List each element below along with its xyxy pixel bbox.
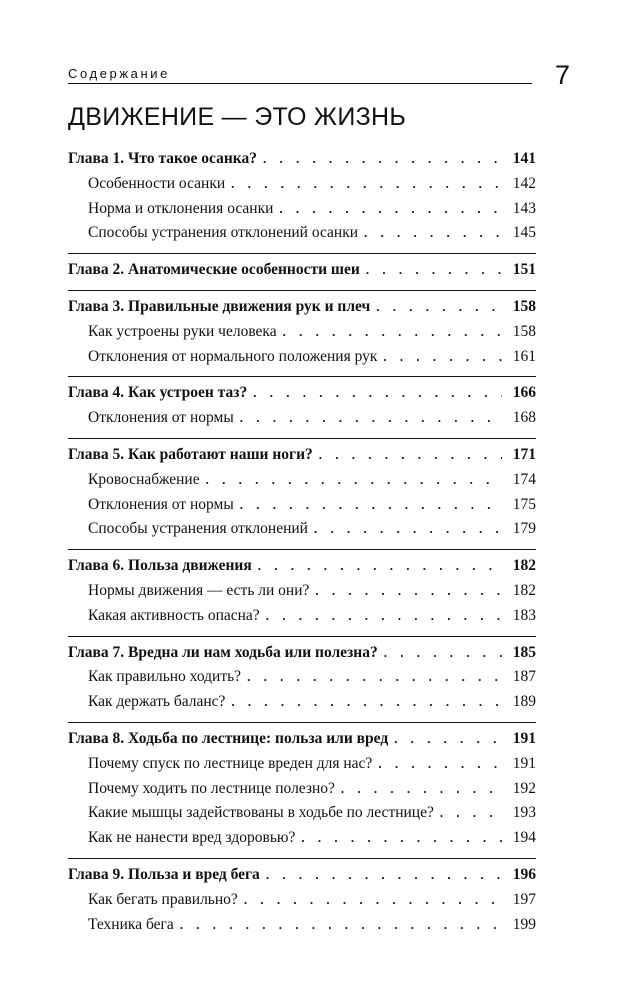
dot-leader	[244, 888, 502, 913]
section-entry[interactable]	[68, 320, 536, 345]
dot-leader	[314, 517, 502, 542]
chapter-entry[interactable]	[68, 863, 536, 888]
dot-leader	[283, 320, 502, 345]
chapter-entry-page: 171	[512, 445, 536, 463]
dot-leader	[364, 221, 502, 246]
dot-leader	[263, 147, 502, 172]
section-entry-page: 183	[512, 606, 536, 624]
dot-leader	[341, 777, 502, 802]
section-entry-title: Особенности осанки	[88, 174, 226, 192]
dot-leader	[266, 863, 502, 888]
section-entry-page: 197	[512, 890, 536, 908]
chapter-entry[interactable]	[68, 443, 536, 468]
section-entry[interactable]	[68, 777, 536, 802]
dot-leader	[247, 665, 502, 690]
section-entry[interactable]	[68, 604, 536, 629]
dot-leader	[231, 172, 502, 197]
section-entry-page: 168	[512, 409, 536, 427]
chapter-entry[interactable]	[68, 727, 536, 752]
part-title: ДВИЖЕНИЕ — ЭТО ЖИЗНЬ	[68, 103, 407, 131]
dot-leader	[394, 727, 502, 752]
section-entry-page: 142	[512, 174, 536, 192]
section-entry-title: Как устроены руки человека	[88, 322, 277, 340]
chapter-entry-title: Глава 3. Правильные движения рук и плеч	[68, 297, 371, 315]
section-entry[interactable]	[68, 345, 536, 370]
dot-leader	[231, 690, 502, 715]
chapter-entry-page: 182	[512, 557, 536, 575]
section-entry-page: 174	[512, 470, 536, 488]
section-entry[interactable]	[68, 579, 536, 604]
dot-leader	[378, 752, 502, 777]
section-entry[interactable]	[68, 517, 536, 542]
section-entry[interactable]	[68, 665, 536, 690]
section-entry[interactable]	[68, 801, 536, 826]
section-entry-title: Как держать баланс?	[88, 693, 226, 711]
section-entry-page: 175	[512, 495, 536, 513]
section-entry-title: Как правильно ходить?	[88, 668, 242, 686]
chapter-entry-title: Глава 5. Как работают наши ноги?	[68, 445, 313, 463]
section-entry-title: Какие мышцы задействованы в ходьбе по лестнице?	[88, 804, 434, 822]
section-entry-page: 145	[512, 224, 536, 242]
section-entry-title: Способы устранения отклонений	[88, 520, 308, 538]
section-entry-title: Как не нанести вред здоровью?	[88, 829, 296, 847]
dot-leader	[266, 604, 502, 629]
chapter-entry-title: Глава 6. Польза движения	[68, 557, 252, 575]
dot-leader	[319, 443, 502, 468]
dot-leader	[366, 258, 502, 283]
section-entry[interactable]	[68, 493, 536, 518]
section-entry-page: 158	[512, 322, 536, 340]
chapter-entry-title: Глава 9. Польза и вред бега	[68, 865, 260, 883]
section-entry-title: Техника бега	[88, 915, 174, 933]
dot-leader	[240, 493, 502, 518]
chapter-entry-page: 196	[512, 865, 536, 883]
chapter-block	[68, 290, 536, 369]
chapter-block	[68, 253, 536, 283]
section-entry-page: 191	[512, 754, 536, 772]
chapter-entry-page: 158	[512, 297, 536, 315]
chapter-entry-page: 185	[512, 643, 536, 661]
chapter-block	[68, 438, 536, 542]
section-entry[interactable]	[68, 690, 536, 715]
section-entry-title: Отклонения от нормы	[88, 495, 234, 513]
dot-leader	[253, 381, 502, 406]
dot-leader	[376, 295, 502, 320]
section-entry-page: 199	[512, 915, 536, 933]
dot-leader	[301, 826, 502, 851]
chapter-block	[68, 636, 536, 715]
section-entry-page: 143	[512, 199, 536, 217]
chapter-entry-title: Глава 8. Ходьба по лестнице: польза или вред	[68, 729, 389, 747]
section-entry-title: Почему ходить по лестнице полезно?	[88, 779, 335, 797]
dot-leader	[240, 406, 502, 431]
dot-leader	[384, 641, 502, 666]
chapter-entry-page: 151	[512, 261, 536, 279]
chapter-entry-title: Глава 7. Вредна ли нам ходьба или полезна?	[68, 643, 378, 661]
chapter-entry[interactable]	[68, 258, 536, 283]
section-entry-page: 182	[512, 581, 536, 599]
section-entry[interactable]	[68, 172, 536, 197]
dot-leader	[383, 345, 502, 370]
section-entry-title: Способы устранения отклонений осанки	[88, 224, 359, 242]
chapter-entry-title: Глава 4. Как устроен таз?	[68, 384, 248, 402]
chapter-block	[68, 376, 536, 431]
chapter-entry-page: 166	[512, 384, 536, 402]
chapter-entry-title: Глава 2. Анатомические особенности шеи	[68, 261, 360, 279]
chapter-entry-title: Глава 1. Что такое осанка?	[68, 150, 257, 167]
chapter-entry[interactable]	[68, 147, 536, 172]
section-entry-title: Какая активность опасна?	[88, 606, 260, 624]
chapter-block	[68, 858, 536, 937]
page-number: 7	[555, 60, 571, 90]
section-entry[interactable]	[68, 888, 536, 913]
running-head-label: Содержание	[68, 66, 170, 81]
section-entry-page: 161	[512, 347, 536, 365]
section-entry-page: 194	[512, 829, 536, 847]
section-entry-title: Почему спуск по лестнице вреден для нас?	[88, 754, 373, 772]
chapter-entry-page: 191	[512, 729, 536, 747]
running-head	[68, 64, 532, 84]
chapter-block	[68, 549, 536, 628]
dot-leader	[440, 801, 502, 826]
section-entry[interactable]	[68, 913, 536, 938]
dot-leader	[279, 197, 502, 222]
chapter-entry-page: 141	[512, 150, 536, 167]
section-entry[interactable]	[68, 468, 536, 493]
section-entry-page: 187	[512, 668, 536, 686]
dot-leader	[180, 913, 502, 938]
chapter-entry[interactable]	[68, 554, 536, 579]
section-entry-page: 189	[512, 693, 536, 711]
chapter-entry[interactable]	[68, 295, 536, 320]
chapter-entry[interactable]	[68, 381, 536, 406]
dot-leader	[258, 554, 502, 579]
dot-leader	[206, 468, 502, 493]
section-entry[interactable]	[68, 826, 536, 851]
chapter-entry[interactable]	[68, 641, 536, 666]
table-of-contents	[68, 147, 536, 944]
section-entry-page: 192	[512, 779, 536, 797]
section-entry[interactable]	[68, 197, 536, 222]
section-entry-page: 179	[512, 520, 536, 538]
section-entry[interactable]	[68, 221, 536, 246]
chapter-block	[68, 147, 536, 246]
section-entry-title: Отклонения от нормы	[88, 409, 234, 427]
section-entry[interactable]	[68, 406, 536, 431]
section-entry[interactable]	[68, 752, 536, 777]
section-entry-title: Отклонения от нормального положения рук	[88, 347, 378, 365]
section-entry-title: Норма и отклонения осанки	[88, 199, 274, 217]
section-entry-title: Как бегать правильно?	[88, 890, 238, 908]
chapter-block	[68, 722, 536, 851]
section-entry-title: Нормы движения — есть ли они?	[88, 581, 310, 599]
dot-leader	[315, 579, 502, 604]
section-entry-title: Кровоснабжение	[88, 470, 200, 488]
section-entry-page: 193	[512, 804, 536, 822]
